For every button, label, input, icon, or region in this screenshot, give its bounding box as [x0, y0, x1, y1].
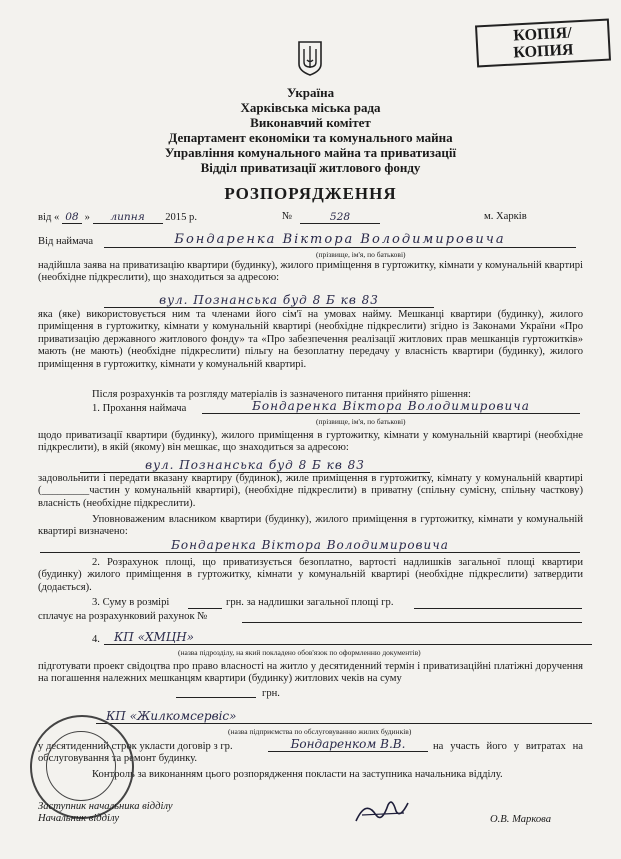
- paragraph-application: надійшла заява на приватизацію квартири (будинку), жилого приміщення в гуртожитку, кімнати у комунальній квартирі (необхідне підкреслити), що знаходиться за адресою:: [38, 260, 583, 284]
- tenant-name-caption: (прізвище, ім'я, по батькові): [316, 250, 406, 259]
- paragraph-certificate: підготувати проект свідоцтва про право власності на житло у десятиденний термін і приватизаційні платіжні доручення на погашення належних мешканцям квартири (будинку) житлових чеків на суму: [38, 661, 583, 685]
- date-day: 08: [62, 211, 82, 224]
- head-title: Начальник відділу: [38, 813, 120, 824]
- address-second: вул. Познанська буд 8 Б кв 83: [80, 458, 430, 473]
- date-number-row: [38, 211, 598, 225]
- account-text: сплачує на розрахунковий рахунок №: [38, 611, 208, 622]
- header-administration: Управління комунального майна та приватизації: [164, 145, 457, 160]
- date-mid: »: [84, 212, 90, 223]
- authorized-owner: Бондаренка Віктора Володимировича: [40, 538, 580, 553]
- item1-name: Бондаренка Віктора Володимировича: [202, 399, 580, 414]
- contract-text: у десятиденний строк укласти договір з гр.: [38, 741, 233, 752]
- item4-caption: (назва підрозділу, на який покладено обов'язок по оформленню документів): [178, 648, 421, 657]
- paragraph-tenancy: яка (яке) використовується ним та членами його сім'ї на умовах найму. Мешканці квартири (будинку), жилого приміщення в гуртожитку, кімнати у комунальній квартирі (необхідне підкреслити) згідно із Законами України «Про приватизацію державного житлового фонду» та «Про забезпечення реалізації житлових прав мешканців гуртожитків» мають (не мають) (необхідне підкреслити) пільгу на безоплатну передачу у власність квартири (будинку), жилого приміщення в гуртожитку, кімнати у комунальній квартирі.: [38, 309, 583, 370]
- copy-stamp: [475, 19, 611, 68]
- account-blank: [242, 622, 582, 623]
- paragraph-authorized-owner: Уповноваженим власником квартири (будинку), жилого приміщення в гуртожитку, кімнати у комунальній квартирі визначено:: [38, 514, 583, 538]
- date-month: липня: [93, 211, 163, 224]
- cheques-sum-blank: [176, 697, 256, 698]
- item5-caption: (назва підприємства по обслуговуванню жилих будинків): [228, 727, 412, 736]
- item3-sum-label: 3. Суму в розмірі: [92, 597, 170, 608]
- paragraph-privatization: щодо приватизації квартири (будинку), жилого приміщення в гуртожитку, кімнати у комунальній квартирі (необхідне підкреслити), в якій (якому) він мешкає, що знаходиться за адресою:: [38, 430, 583, 454]
- header-division: Відділ приватизації житлового фонду: [200, 160, 421, 175]
- trident-emblem-icon: [297, 40, 323, 76]
- item1-label: 1. Прохання наймача: [92, 403, 187, 414]
- header-committee: Виконавчий комітет: [250, 115, 371, 130]
- header-department: Департамент економіки та комунального майна: [168, 130, 453, 145]
- tenant-name: Бондаренка Віктора Володимировича: [104, 232, 576, 248]
- item3-surplus-text: грн. за надлишки загальної площі гр.: [226, 597, 394, 608]
- header-council: Харківська міська рада: [240, 100, 381, 115]
- address: вул. Познанська буд 8 Б кв 83: [104, 293, 434, 308]
- contract-party: Бондаренком В.В.: [268, 737, 428, 752]
- contract-text-continued: на участь його у витратах на обслуговування та ремонт будинку.: [38, 741, 583, 765]
- signature-mark: [352, 795, 412, 825]
- date-prefix: від «: [38, 212, 60, 223]
- round-seal-inner: [46, 731, 116, 801]
- document-title: РОЗПОРЯДЖЕННЯ: [224, 184, 397, 203]
- item4-unit: КП «ХМЦН»: [104, 630, 592, 645]
- paragraph-area-calculation: 2. Розрахунок площі, що приватизується безоплатно, вартості надлишків загальної площі квартири (будинку) жилого приміщення в гуртожитку, кімнати у комунальній квартирі (необхідне підкреслити) затвердити (додається).: [38, 557, 583, 593]
- item1-name-caption: (прізвище, ім'я, по батькові): [316, 417, 406, 426]
- number-label: №: [282, 211, 293, 222]
- paragraph-transfer: задовольнити і передати вказану квартиру (будинок), жиле приміщення в гуртожитку, кімнату у комунальній квартирі (_________частин у комунальній квартирі), (необхідне підкреслити) в приватну (спільну сумісну, спільну часткову) власність (необхідне підкреслити).: [38, 473, 583, 509]
- copy-stamp-line1: КОПІЯ/: [512, 24, 573, 45]
- document-number: 528: [300, 211, 380, 224]
- city: м. Харків: [484, 211, 527, 222]
- paragraph-decision-intro: Після розрахунків та розгляду матеріалів із зазначеного питання прийнято рішення:: [92, 389, 471, 400]
- date-year: 2015 р.: [165, 212, 197, 223]
- item4-label: 4.: [92, 634, 100, 645]
- surplus-blank: [414, 608, 582, 609]
- tenant-label: Від наймача: [38, 236, 94, 247]
- cheques-currency: грн.: [262, 688, 280, 699]
- sum-blank: [188, 608, 222, 609]
- item5-company: КП «Жилкомсервіс»: [96, 709, 592, 724]
- deputy-head-title: Заступник начальника відділу: [38, 801, 173, 812]
- header-country: Україна: [286, 85, 335, 100]
- signer-name: О.В. Маркова: [490, 814, 552, 825]
- paragraph-control: Контроль за виконанням цього розпорядження покласти на заступника начальника відділу.: [92, 769, 503, 780]
- copy-stamp-line2: КОПИЯ: [512, 41, 574, 62]
